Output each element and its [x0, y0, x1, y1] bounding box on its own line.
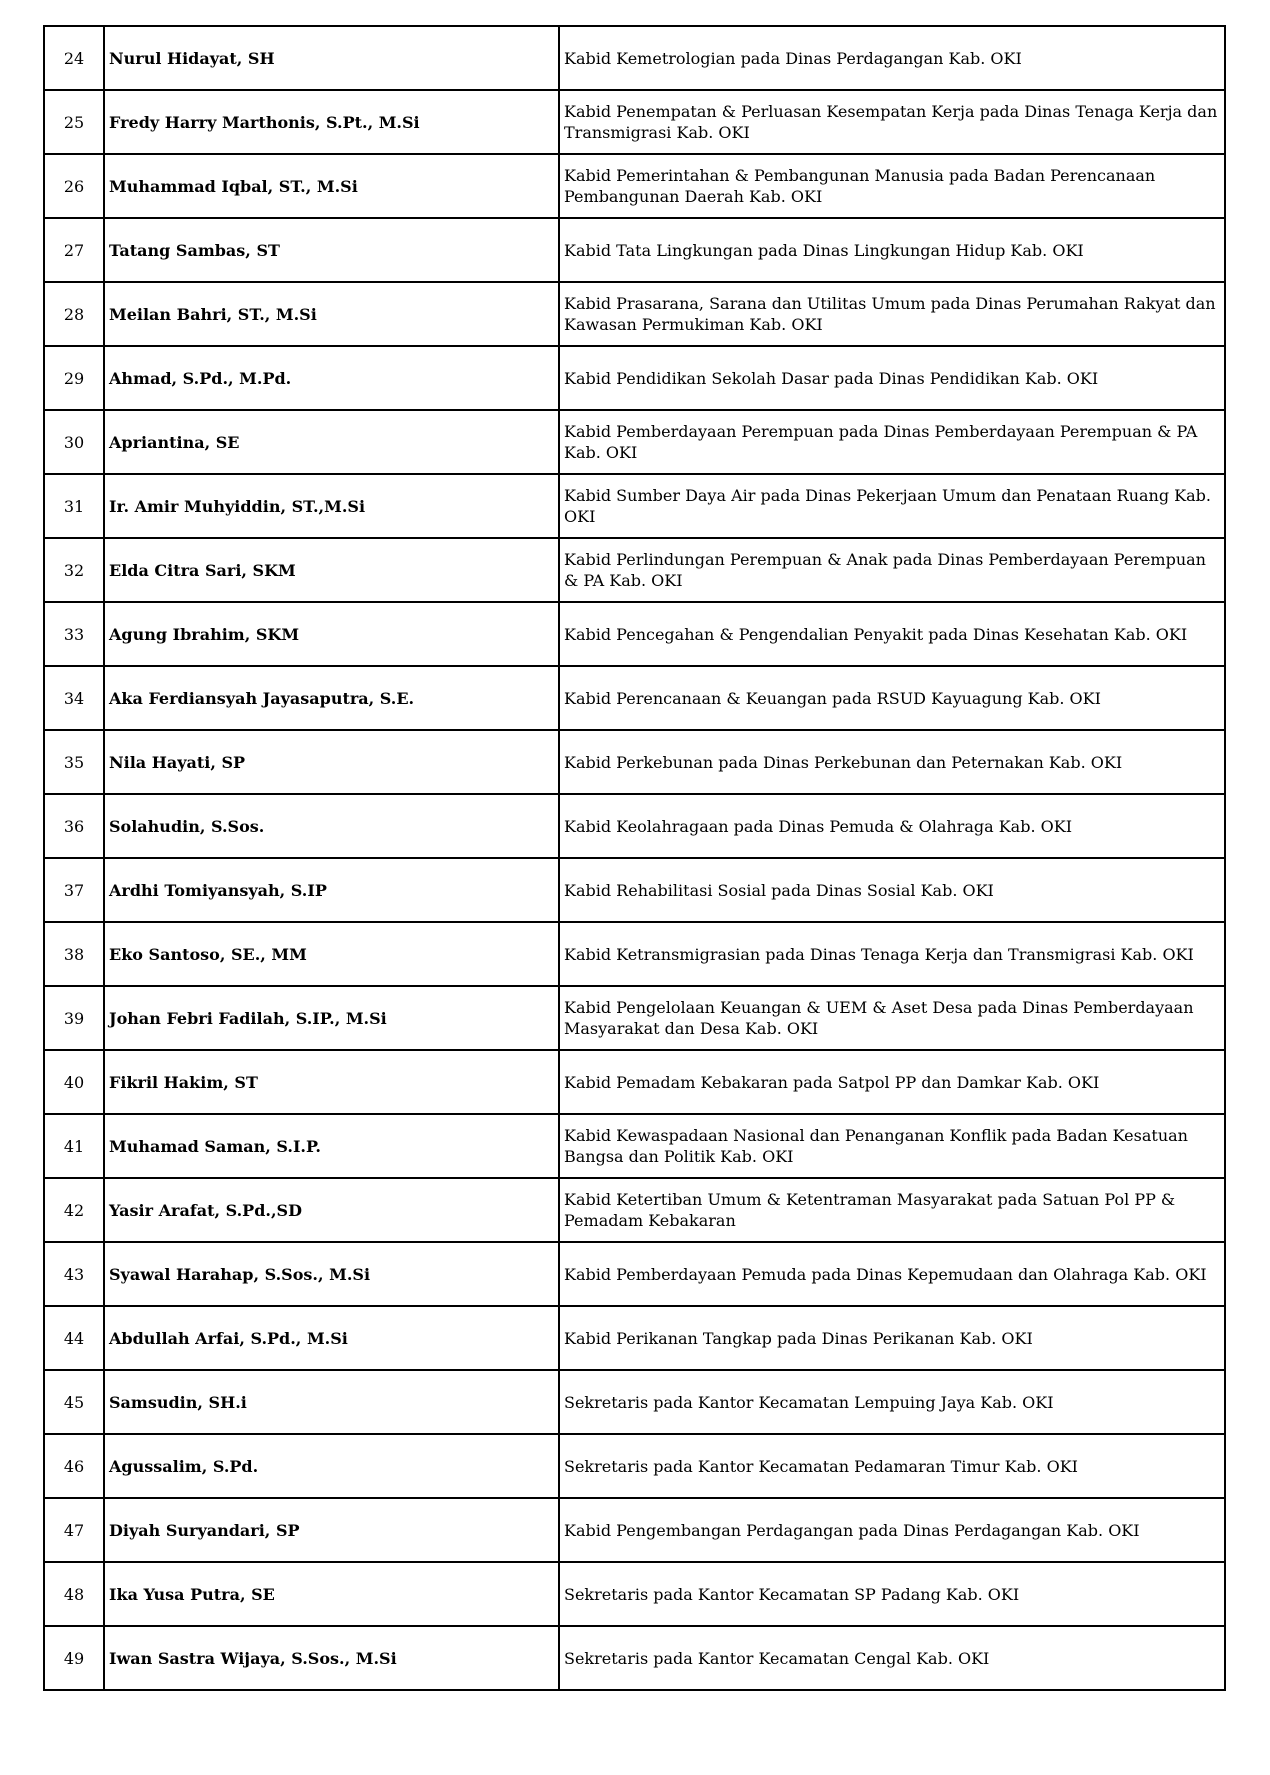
row-number-cell: 45	[44, 1370, 104, 1434]
table-body	[44, 26, 1225, 1690]
row-number-cell: 38	[44, 922, 104, 986]
table-row	[44, 410, 1225, 474]
table-row	[44, 986, 1225, 1050]
row-number-cell: 36	[44, 794, 104, 858]
table-row	[44, 1498, 1225, 1562]
table-row	[44, 666, 1225, 730]
row-number-cell: 39	[44, 986, 104, 1050]
position-cell: Kabid Kewaspadaan Nasional dan Penanganan Konflik pada Badan Kesatuan Bangsa dan Politik Kab. OKI	[559, 1114, 1225, 1178]
official-name-cell: Ika Yusa Putra, SE	[104, 1562, 559, 1626]
position-cell: Kabid Pemberdayaan Perempuan pada Dinas Pemberdayaan Perempuan & PA Kab. OKI	[559, 410, 1225, 474]
row-number-cell: 31	[44, 474, 104, 538]
row-number-cell: 44	[44, 1306, 104, 1370]
official-name-cell: Agussalim, S.Pd.	[104, 1434, 559, 1498]
table-row	[44, 1370, 1225, 1434]
table-row	[44, 538, 1225, 602]
official-name-cell: Eko Santoso, SE., MM	[104, 922, 559, 986]
position-cell: Kabid Perencanaan & Keuangan pada RSUD Kayuagung Kab. OKI	[559, 666, 1225, 730]
position-cell: Kabid Prasarana, Sarana dan Utilitas Umum pada Dinas Perumahan Rakyat dan Kawasan Permukiman Kab. OKI	[559, 282, 1225, 346]
table-row	[44, 282, 1225, 346]
position-cell: Kabid Penempatan & Perluasan Kesempatan Kerja pada Dinas Tenaga Kerja dan Transmigrasi Kab. OKI	[559, 90, 1225, 154]
official-name-cell: Agung Ibrahim, SKM	[104, 602, 559, 666]
position-cell: Kabid Pemadam Kebakaran pada Satpol PP dan Damkar Kab. OKI	[559, 1050, 1225, 1114]
table-row	[44, 1434, 1225, 1498]
official-name-cell: Tatang Sambas, ST	[104, 218, 559, 282]
row-number-cell: 32	[44, 538, 104, 602]
position-cell: Kabid Pendidikan Sekolah Dasar pada Dinas Pendidikan Kab. OKI	[559, 346, 1225, 410]
official-name-cell: Meilan Bahri, ST., M.Si	[104, 282, 559, 346]
official-name-cell: Johan Febri Fadilah, S.IP., M.Si	[104, 986, 559, 1050]
row-number-cell: 28	[44, 282, 104, 346]
official-name-cell: Fredy Harry Marthonis, S.Pt., M.Si	[104, 90, 559, 154]
position-cell: Kabid Perlindungan Perempuan & Anak pada Dinas Pemberdayaan Perempuan & PA Kab. OKI	[559, 538, 1225, 602]
official-name-cell: Abdullah Arfai, S.Pd., M.Si	[104, 1306, 559, 1370]
official-name-cell: Nurul Hidayat, SH	[104, 26, 559, 90]
row-number-cell: 33	[44, 602, 104, 666]
table-row	[44, 1242, 1225, 1306]
row-number-cell: 25	[44, 90, 104, 154]
row-number-cell: 41	[44, 1114, 104, 1178]
row-number-cell: 46	[44, 1434, 104, 1498]
position-cell: Kabid Ketertiban Umum & Ketentraman Masyarakat pada Satuan Pol PP & Pemadam Kebakaran	[559, 1178, 1225, 1242]
row-number-cell: 29	[44, 346, 104, 410]
row-number-cell: 42	[44, 1178, 104, 1242]
official-name-cell: Aka Ferdiansyah Jayasaputra, S.E.	[104, 666, 559, 730]
official-name-cell: Muhammad Iqbal, ST., M.Si	[104, 154, 559, 218]
table-row	[44, 858, 1225, 922]
official-name-cell: Diyah Suryandari, SP	[104, 1498, 559, 1562]
official-name-cell: Fikril Hakim, ST	[104, 1050, 559, 1114]
official-name-cell: Yasir Arafat, S.Pd.,SD	[104, 1178, 559, 1242]
table-row	[44, 1050, 1225, 1114]
position-cell: Sekretaris pada Kantor Kecamatan Cengal Kab. OKI	[559, 1626, 1225, 1690]
official-name-cell: Syawal Harahap, S.Sos., M.Si	[104, 1242, 559, 1306]
official-name-cell: Nila Hayati, SP	[104, 730, 559, 794]
position-cell: Kabid Pemberdayaan Pemuda pada Dinas Kepemudaan dan Olahraga Kab. OKI	[559, 1242, 1225, 1306]
position-cell: Kabid Perkebunan pada Dinas Perkebunan dan Peternakan Kab. OKI	[559, 730, 1225, 794]
official-name-cell: Elda Citra Sari, SKM	[104, 538, 559, 602]
position-cell: Sekretaris pada Kantor Kecamatan Lempuing Jaya Kab. OKI	[559, 1370, 1225, 1434]
position-cell: Kabid Pengembangan Perdagangan pada Dinas Perdagangan Kab. OKI	[559, 1498, 1225, 1562]
row-number-cell: 40	[44, 1050, 104, 1114]
table-row	[44, 1626, 1225, 1690]
table-row	[44, 154, 1225, 218]
row-number-cell: 30	[44, 410, 104, 474]
row-number-cell: 49	[44, 1626, 104, 1690]
official-name-cell: Muhamad Saman, S.I.P.	[104, 1114, 559, 1178]
position-cell: Kabid Tata Lingkungan pada Dinas Lingkungan Hidup Kab. OKI	[559, 218, 1225, 282]
row-number-cell: 27	[44, 218, 104, 282]
position-cell: Sekretaris pada Kantor Kecamatan Pedamaran Timur Kab. OKI	[559, 1434, 1225, 1498]
table-row	[44, 90, 1225, 154]
table-row	[44, 474, 1225, 538]
row-number-cell: 37	[44, 858, 104, 922]
official-name-cell: Iwan Sastra Wijaya, S.Sos., M.Si	[104, 1626, 559, 1690]
row-number-cell: 24	[44, 26, 104, 90]
official-name-cell: Ardhi Tomiyansyah, S.IP	[104, 858, 559, 922]
row-number-cell: 26	[44, 154, 104, 218]
table-row	[44, 346, 1225, 410]
officials-table	[43, 25, 1226, 1691]
table-row	[44, 922, 1225, 986]
official-name-cell: Samsudin, SH.i	[104, 1370, 559, 1434]
row-number-cell: 48	[44, 1562, 104, 1626]
table-row	[44, 730, 1225, 794]
position-cell: Kabid Kemetrologian pada Dinas Perdagangan Kab. OKI	[559, 26, 1225, 90]
table-row	[44, 1562, 1225, 1626]
position-cell: Sekretaris pada Kantor Kecamatan SP Padang Kab. OKI	[559, 1562, 1225, 1626]
table-row	[44, 218, 1225, 282]
official-name-cell: Apriantina, SE	[104, 410, 559, 474]
official-name-cell: Ir. Amir Muhyiddin, ST.,M.Si	[104, 474, 559, 538]
table-row	[44, 26, 1225, 90]
official-name-cell: Ahmad, S.Pd., M.Pd.	[104, 346, 559, 410]
position-cell: Kabid Pencegahan & Pengendalian Penyakit pada Dinas Kesehatan Kab. OKI	[559, 602, 1225, 666]
position-cell: Kabid Ketransmigrasian pada Dinas Tenaga Kerja dan Transmigrasi Kab. OKI	[559, 922, 1225, 986]
row-number-cell: 34	[44, 666, 104, 730]
row-number-cell: 47	[44, 1498, 104, 1562]
position-cell: Kabid Pengelolaan Keuangan & UEM & Aset Desa pada Dinas Pemberdayaan Masyarakat dan Desa Kab. OKI	[559, 986, 1225, 1050]
position-cell: Kabid Perikanan Tangkap pada Dinas Perikanan Kab. OKI	[559, 1306, 1225, 1370]
position-cell: Kabid Pemerintahan & Pembangunan Manusia pada Badan Perencanaan Pembangunan Daerah Kab. OKI	[559, 154, 1225, 218]
row-number-cell: 35	[44, 730, 104, 794]
table-row	[44, 1114, 1225, 1178]
row-number-cell: 43	[44, 1242, 104, 1306]
table-row	[44, 1306, 1225, 1370]
position-cell: Kabid Rehabilitasi Sosial pada Dinas Sosial Kab. OKI	[559, 858, 1225, 922]
position-cell: Kabid Sumber Daya Air pada Dinas Pekerjaan Umum dan Penataan Ruang Kab. OKI	[559, 474, 1225, 538]
official-name-cell: Solahudin, S.Sos.	[104, 794, 559, 858]
table-row	[44, 1178, 1225, 1242]
table-row	[44, 602, 1225, 666]
table-row	[44, 794, 1225, 858]
position-cell: Kabid Keolahragaan pada Dinas Pemuda & Olahraga Kab. OKI	[559, 794, 1225, 858]
